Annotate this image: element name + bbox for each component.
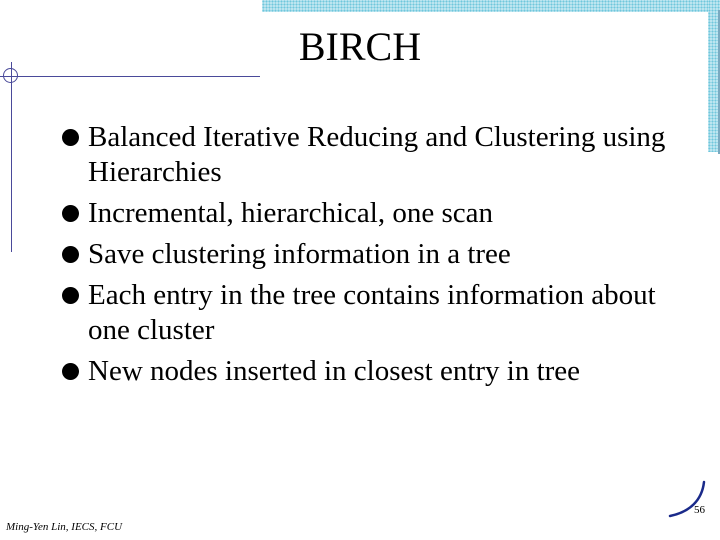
horizontal-guide-line [0, 76, 260, 77]
bullet-list [62, 120, 682, 395]
bullet-dot-icon [62, 205, 79, 222]
bullet-item [62, 354, 682, 389]
bullet-text: Each entry in the tree contains information about one cluster [88, 279, 656, 346]
slide-title: BIRCH [298, 24, 422, 69]
bullet-item [62, 196, 682, 231]
bullet-item [62, 237, 682, 272]
footer-author: Ming-Yen Lin, IECS, FCU [6, 521, 123, 533]
bullet-dot-icon [62, 363, 79, 380]
bullet-text: Balanced Iterative Reducing and Clustering using Hierarchies [88, 121, 666, 188]
vertical-guide-line [11, 62, 12, 252]
bullet-text: New nodes inserted in closest entry in tree [88, 355, 581, 387]
bullet-item [62, 278, 682, 348]
bullet-dot-icon [62, 287, 79, 304]
bullet-dot-icon [62, 129, 79, 146]
bullet-item [62, 120, 682, 190]
bullet-text: Incremental, hierarchical, one scan [88, 197, 493, 229]
bullet-dot-icon [62, 246, 79, 263]
bullet-text: Save clustering information in a tree [88, 238, 511, 270]
crosshair-circle-icon [3, 68, 18, 83]
top-decorative-band [262, 0, 720, 12]
page-number: 56 [694, 504, 705, 516]
